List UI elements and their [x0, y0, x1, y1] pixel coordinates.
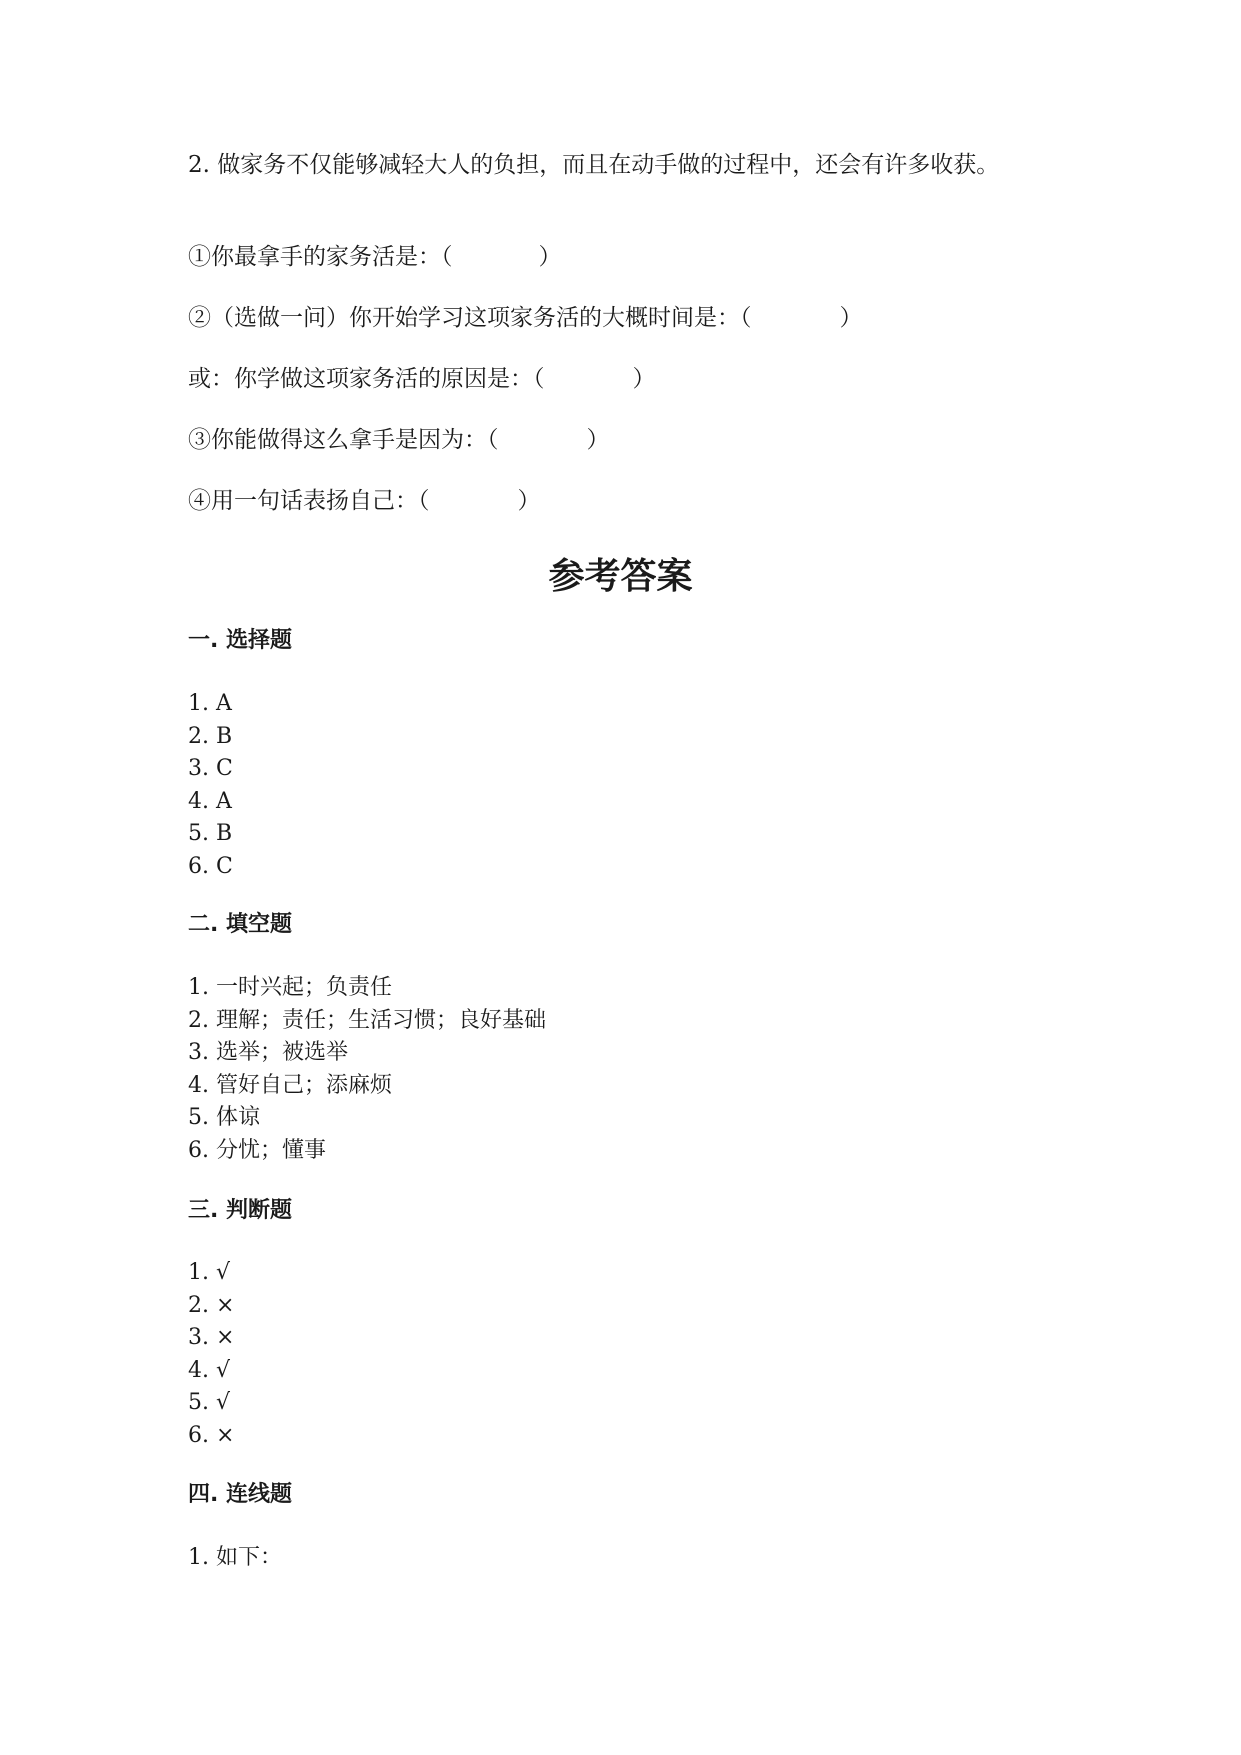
answer-item: 1. √	[188, 1260, 231, 1285]
close-paren: ）	[517, 488, 541, 514]
answer-item: 3. C	[188, 756, 233, 781]
question-intro: 2. 做家务不仅能够减轻大人的负担，而且在动手做的过程中，还会有许多收获。	[188, 152, 1000, 178]
sub-question-4	[188, 486, 541, 516]
section-heading-fill-in: 二. 填空题	[188, 912, 293, 937]
close-paren: ）	[632, 366, 656, 392]
answer-item: 5. 体谅	[188, 1105, 260, 1130]
section-heading-multiple-choice: 一. 选择题	[188, 628, 293, 653]
answer-item: 5. B	[188, 821, 233, 846]
sub-question-4-text: ④用一句话表扬自己：（	[188, 488, 430, 514]
sub-question-2	[188, 303, 863, 333]
sub-question-1	[188, 242, 562, 272]
answer-list-fill-in	[188, 972, 546, 1167]
answer-item: 4. 管好自己；添麻烦	[188, 1072, 392, 1098]
answer-key-title: 参考答案	[548, 556, 693, 597]
answer-item: 1. A	[188, 691, 232, 716]
close-paren: ）	[586, 427, 610, 453]
answer-item: 2. 理解；责任；生活习惯；良好基础	[188, 1007, 546, 1033]
answer-item: 1. 一时兴起；负责任	[188, 975, 392, 1000]
sub-question-2-alt-text: 或：你学做这项家务活的原因是：（	[188, 366, 545, 392]
section-heading-true-false: 三. 判断题	[188, 1198, 293, 1223]
close-paren: ）	[538, 244, 562, 270]
sub-question-2-text: ②（选做一问）你开始学习这项家务活的大概时间是：（	[188, 305, 752, 331]
sub-question-2-alt	[188, 364, 656, 394]
answer-item: 6. ×	[188, 1422, 235, 1448]
answer-item: 5. √	[188, 1390, 231, 1415]
answer-item: 1. 如下：	[188, 1545, 282, 1570]
answer-item: 6. 分忧；懂事	[188, 1137, 326, 1163]
section-heading-matching: 四. 连线题	[188, 1482, 293, 1507]
answer-item: 2. B	[188, 723, 233, 749]
answer-item: 3. ×	[188, 1325, 235, 1350]
answer-item: 4. √	[188, 1357, 231, 1383]
answer-item: 2. ×	[188, 1292, 235, 1318]
sub-question-3-text: ③你能做得这么拿手是因为：（	[188, 427, 499, 453]
answer-list-true-false	[188, 1257, 234, 1452]
answer-item: 6. C	[188, 853, 233, 879]
answer-list-multiple-choice	[188, 688, 233, 883]
answer-item: 4. A	[188, 788, 232, 814]
close-paren: ）	[839, 305, 863, 331]
sub-question-1-text: ①你最拿手的家务活是：（	[188, 244, 453, 270]
sub-question-3	[188, 425, 610, 455]
answer-item: 3. 选举；被选举	[188, 1040, 348, 1065]
answer-list-matching	[188, 1542, 282, 1575]
